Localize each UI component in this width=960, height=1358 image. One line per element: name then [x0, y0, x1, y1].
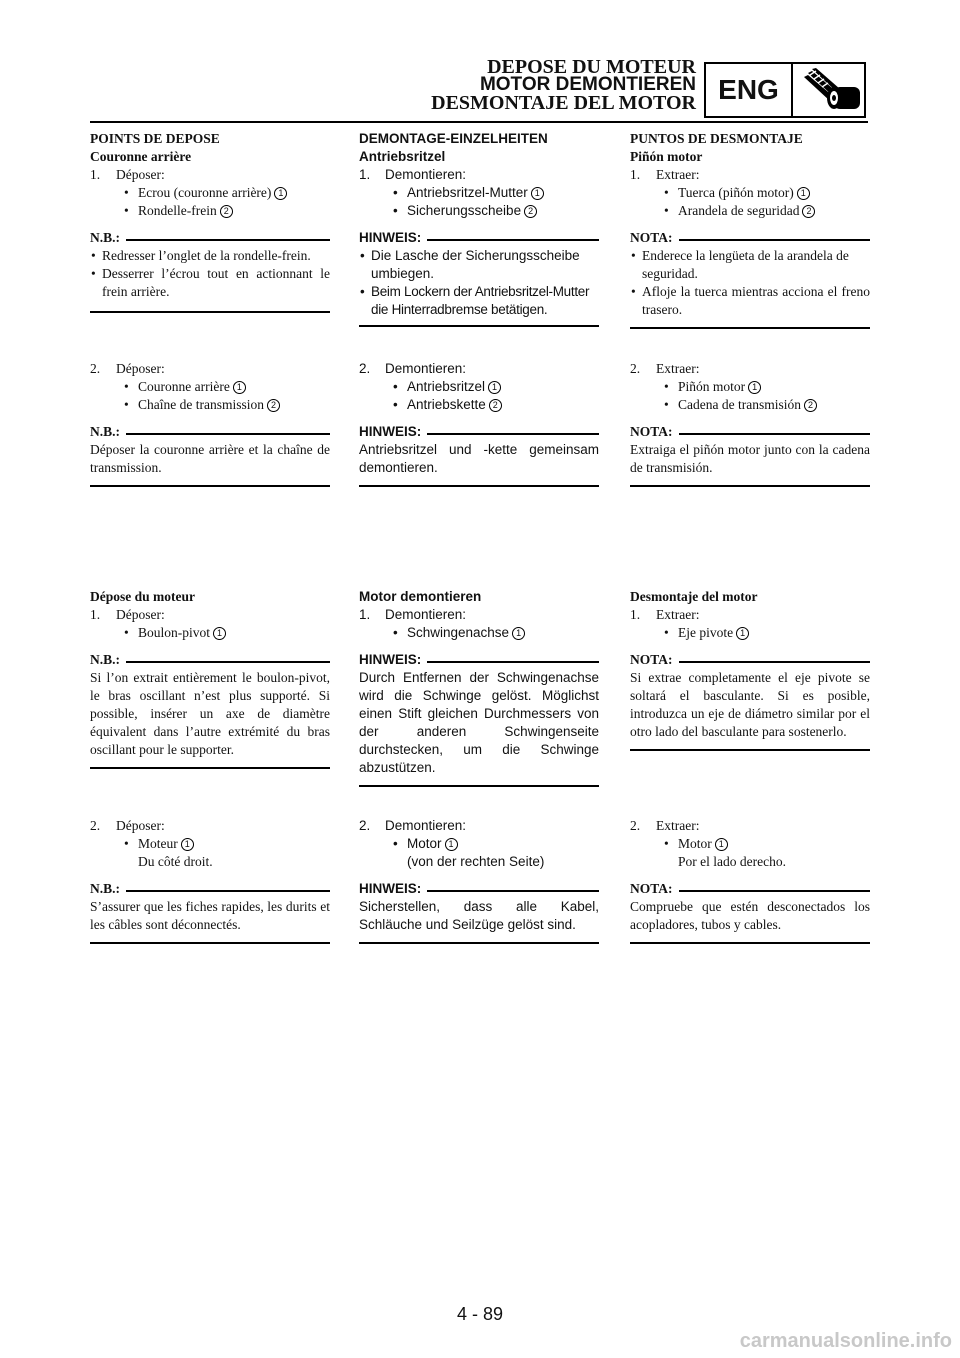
step: 2. Déposer:	[90, 361, 165, 376]
list-item: • Cadena de transmisión 2	[630, 396, 870, 414]
callout-1: 1	[233, 381, 246, 394]
callout-2: 2	[802, 205, 815, 218]
step: 2. Extraer:	[630, 361, 700, 376]
callout-1: 1	[531, 187, 544, 200]
note-header: N.B.:	[90, 229, 330, 247]
es-section-pinon	[630, 130, 870, 329]
title-spanish: DESMONTAJE DEL MOTOR	[431, 92, 696, 114]
callout-1: 1	[445, 838, 458, 851]
list-subtext: (von der rechten Seite)	[407, 854, 545, 869]
watermark: carmanualsonline.info	[739, 1330, 952, 1352]
list-item: • Rondelle-frein 2	[90, 202, 330, 220]
list-item: • Schwingenachse 1	[359, 624, 599, 642]
fr-section-moteur	[90, 588, 330, 769]
note-text: Déposer la couronne arrière et la chaîne de transmission.	[90, 442, 330, 475]
list-item: • Arandela de seguridad 2	[630, 202, 870, 220]
list-item: • Moteur 1	[90, 835, 330, 853]
note-end-rule	[630, 485, 870, 487]
note-text: Antriebsritzel und -kette gemeinsam demontieren.	[359, 442, 599, 475]
callout-1: 1	[213, 627, 226, 640]
note-header: N.B.:	[90, 651, 330, 669]
note-header: N.B.:	[90, 423, 330, 441]
note-header: NOTA:	[630, 423, 870, 441]
list-item: • Ecrou (couronne arrière) 1	[90, 184, 330, 202]
note-header: N.B.:	[90, 880, 330, 898]
section-heading: POINTS DE DEPOSE	[90, 131, 220, 146]
note-item: • Redresser l’onglet de la rondelle-frein.	[90, 247, 330, 265]
list-item: • Eje pivote 1	[630, 624, 870, 642]
note-item: • Desserrer l’écrou tout en actionnant le frein arrière.	[90, 265, 330, 301]
callout-2: 2	[489, 399, 502, 412]
note-header: NOTA:	[630, 880, 870, 898]
callout-1: 1	[274, 187, 287, 200]
list-item: • Antriebsritzel 1	[359, 378, 599, 396]
list-item: • Piñón motor 1	[630, 378, 870, 396]
section-label: ENG	[706, 64, 793, 116]
list-item: • Motor 1	[630, 835, 870, 853]
note-end-rule	[90, 942, 330, 944]
callout-2: 2	[220, 205, 233, 218]
de-section-motor-2	[359, 817, 599, 944]
step: 1. Déposer:	[90, 167, 165, 182]
note-text: Sicherstellen, dass alle Kabel, Schläuche und Seilzüge gelöst sind.	[359, 899, 599, 932]
note-text: Si extrae completamente el eje pivote se soltará el basculante. Si es posible, introduzca un eje de diámetro similar por el otro lado del basculante para sostenerlo.	[630, 670, 870, 739]
subsection-heading: Dépose du moteur	[90, 589, 195, 604]
title-french: DEPOSE DU MOTEUR	[487, 56, 696, 78]
subsection-heading: Motor demontieren	[359, 589, 482, 604]
callout-1: 1	[736, 627, 749, 640]
note-end-rule	[90, 311, 330, 313]
note-text: Si l’on extrait entièrement le boulon-pivot, le bras oscillant n’est plus supporté. Si possible, insérer un axe de diamètre équivalent dans l’autre extrémité du bras oscillant pour le supporter.	[90, 670, 330, 757]
note-text: Compruebe que estén desconectados los acopladores, tubos y cables.	[630, 899, 870, 932]
callout-2: 2	[267, 399, 280, 412]
note-item: • Enderece la lengüeta de la arandela de seguridad.	[630, 247, 870, 283]
es-section-cadena	[630, 360, 870, 487]
note-text: Extraiga el piñón motor junto con la cadena de transmisión.	[630, 442, 870, 475]
note-end-rule	[630, 327, 870, 329]
list-item: • Antriebskette 2	[359, 396, 599, 414]
step: 1. Extraer:	[630, 607, 700, 622]
callout-1: 1	[512, 627, 525, 640]
note-end-rule	[359, 485, 599, 487]
note-end-rule	[630, 942, 870, 944]
fr-section-couronne	[90, 130, 330, 313]
list-item: • Sicherungsscheibe 2	[359, 202, 599, 220]
note-end-rule	[359, 785, 599, 787]
subsection-heading: Desmontaje del motor	[630, 589, 758, 604]
fr-section-moteur-2	[90, 817, 330, 944]
list-subtext: Du côté droit.	[138, 854, 213, 869]
note-end-rule	[90, 485, 330, 487]
subsection-heading: Piñón motor	[630, 149, 703, 164]
step: 1. Extraer:	[630, 167, 700, 182]
note-text: Durch Entfernen der Schwingenachse wird die Schwinge gelöst. Möglichst einen Stift gleichen Durchmessers von der anderen Schwingenseite durchstecken, um die Schwinge abzustützen.	[359, 670, 599, 775]
page-number: 4 - 89	[456, 1304, 504, 1324]
fr-section-chaine	[90, 360, 330, 487]
es-section-motor-2	[630, 817, 870, 944]
note-end-rule	[630, 749, 870, 751]
note-end-rule	[90, 767, 330, 769]
note-header: HINWEIS:	[359, 651, 599, 669]
note-header: HINWEIS:	[359, 423, 599, 441]
step: 1. Déposer:	[90, 607, 165, 622]
step: 1. Demontieren:	[359, 607, 467, 622]
list-item: • Couronne arrière 1	[90, 378, 330, 396]
note-header: NOTA:	[630, 651, 870, 669]
note-end-rule	[359, 325, 599, 327]
note-item: • Afloje la tuerca mientras acciona el freno trasero.	[630, 283, 870, 319]
callout-1: 1	[797, 187, 810, 200]
note-item: • Beim Lockern der Antriebsritzel-Mutter die Hinterradbremse betätigen.	[359, 283, 599, 319]
list-item: • Motor 1	[359, 835, 599, 853]
subsection-heading: Couronne arrière	[90, 149, 192, 164]
step: 2. Demontieren:	[359, 818, 467, 833]
section-heading: DEMONTAGE-EINZELHEITEN	[359, 131, 548, 146]
note-header: HINWEIS:	[359, 229, 599, 247]
title-german: MOTOR DEMONTIEREN	[479, 74, 696, 95]
note-end-rule	[359, 942, 599, 944]
step: 2. Demontieren:	[359, 361, 467, 376]
list-item: • Chaîne de transmission 2	[90, 396, 330, 414]
de-section-kette	[359, 360, 599, 487]
note-header: NOTA:	[630, 229, 870, 247]
callout-1: 1	[715, 838, 728, 851]
section-heading: PUNTOS DE DESMONTAJE	[630, 131, 803, 146]
callout-2: 2	[524, 205, 537, 218]
callout-1: 1	[488, 381, 501, 394]
callout-1: 1	[748, 381, 761, 394]
callout-2: 2	[804, 399, 817, 412]
es-section-motor	[630, 588, 870, 751]
list-item: • Tuerca (piñón motor) 1	[630, 184, 870, 202]
header-rule	[90, 121, 868, 123]
section-badge	[704, 62, 866, 118]
de-section-ritzel	[359, 130, 599, 327]
engine-cylinder-icon	[794, 67, 864, 115]
step: 2. Extraer:	[630, 818, 700, 833]
note-header: HINWEIS:	[359, 880, 599, 898]
note-item: • Die Lasche der Sicherungsscheibe umbiegen.	[359, 247, 599, 283]
callout-1: 1	[181, 838, 194, 851]
step: 2. Déposer:	[90, 818, 165, 833]
step: 1. Demontieren:	[359, 167, 467, 182]
de-section-motor	[359, 588, 599, 787]
subsection-heading: Antriebsritzel	[359, 149, 446, 164]
note-text: S’assurer que les fiches rapides, les durits et les câbles sont déconnectés.	[90, 899, 330, 932]
list-item: • Boulon-pivot 1	[90, 624, 330, 642]
list-subtext: Por el lado derecho.	[678, 854, 786, 869]
list-item: • Antriebsritzel-Mutter 1	[359, 184, 599, 202]
